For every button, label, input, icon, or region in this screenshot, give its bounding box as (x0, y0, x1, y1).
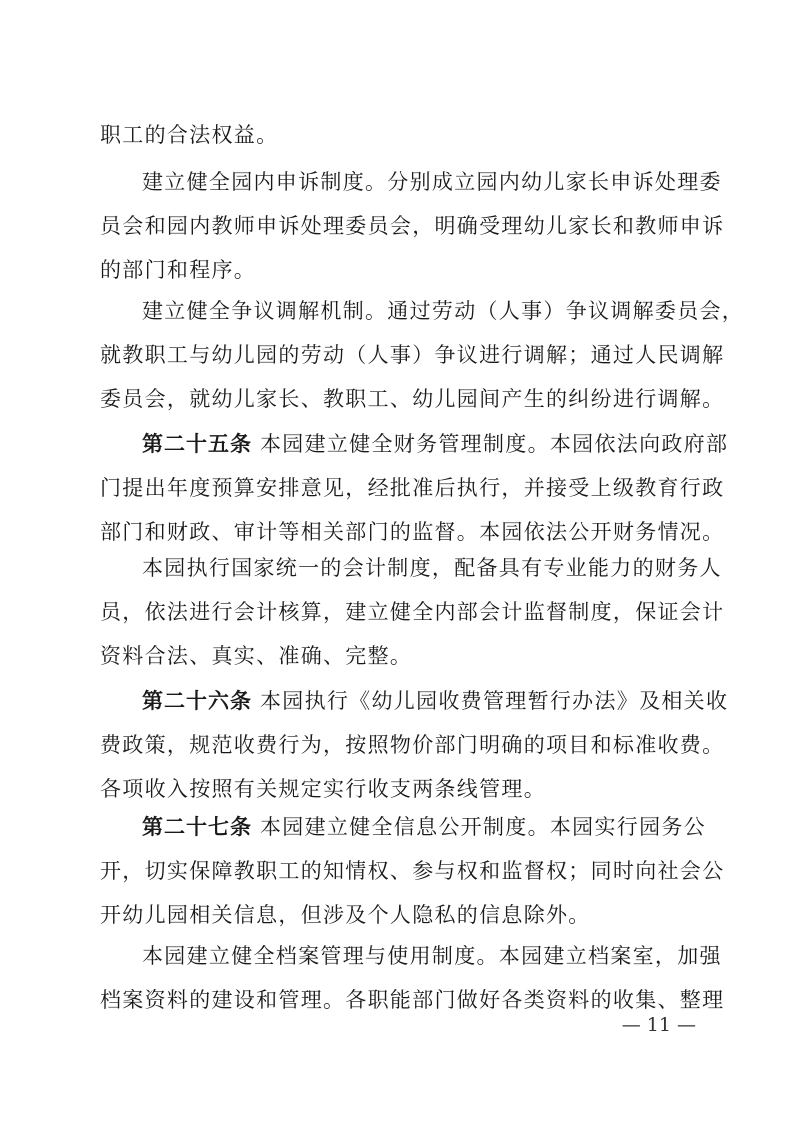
text-line: 开，切实保障教职工的知情权、参与权和监督权；同时向社会公 (100, 859, 725, 883)
text-line: 的部门和程序。 (100, 258, 257, 282)
text-line: 本园建立健全档案管理与使用制度。本园建立档案室，加强 (142, 944, 722, 968)
text-line (100, 805, 706, 849)
paragraph (100, 113, 700, 157)
paragraph (100, 289, 745, 421)
text-line: 建立健全园内申诉制度。分别成立园内幼儿家长申诉处理委 (142, 170, 722, 194)
article-paragraph (100, 422, 729, 554)
article-paragraph (100, 805, 725, 937)
text-line: 门提出年度预算安排意见，经批准后执行，并接受上级教育行政 (100, 476, 725, 500)
text-line (100, 422, 729, 466)
paragraph (100, 546, 725, 678)
text-line: 委员会，就幼儿家长、教职工、幼儿园间产生的纠纷进行调解。 (100, 387, 725, 411)
text-line: 部门和财政、审计等相关部门的监督。本园依法公开财务情况。 (100, 520, 725, 544)
text-line: 就教职工与幼儿园的劳动（人事）争议进行调解；通过人民调解 (100, 343, 725, 367)
text-line: 各项收入按照有关规定实行收支两条线管理。 (100, 777, 546, 801)
text-line: 员会和园内教师申诉处理委员会，明确受理幼儿家长和教师申诉 (100, 214, 725, 238)
article-label: 第二十六条 (142, 689, 252, 713)
article-text: 本园建立健全财务管理制度。本园依法向政府部 (252, 432, 729, 456)
text-line: 职工的合法权益。 (100, 123, 279, 147)
paragraph (100, 160, 725, 292)
text-line: 员，依法进行会计核算，建立健全内部会计监督制度，保证会计 (100, 600, 725, 624)
text-line: 费政策，规范收费行为，按照物价部门明确的项目和标准收费。 (100, 733, 725, 757)
article-text: 本园执行《幼儿园收费管理暂行办法》及相关收 (252, 689, 729, 713)
paragraph (100, 934, 725, 1022)
article-label: 第二十五条 (142, 432, 252, 456)
text-line: 开幼儿园相关信息，但涉及个人隐私的信息除外。 (100, 903, 591, 927)
article-paragraph (100, 679, 729, 811)
text-line (100, 679, 729, 723)
text-line: 档案资料的建设和管理。各职能部门做好各类资料的收集、整理 (100, 988, 725, 1012)
article-text: 本园建立健全信息公开制度。本园实行园务公 (252, 815, 706, 839)
text-line: 资料合法、真实、准确、完整。 (100, 644, 413, 668)
text-line: 建立健全争议调解机制。通过劳动（人事）争议调解委员会， (142, 299, 745, 323)
page-number: — 11 — (621, 1014, 696, 1036)
article-label: 第二十七条 (142, 815, 252, 839)
text-line: 本园执行国家统一的会计制度，配备具有专业能力的财务人 (142, 556, 722, 580)
